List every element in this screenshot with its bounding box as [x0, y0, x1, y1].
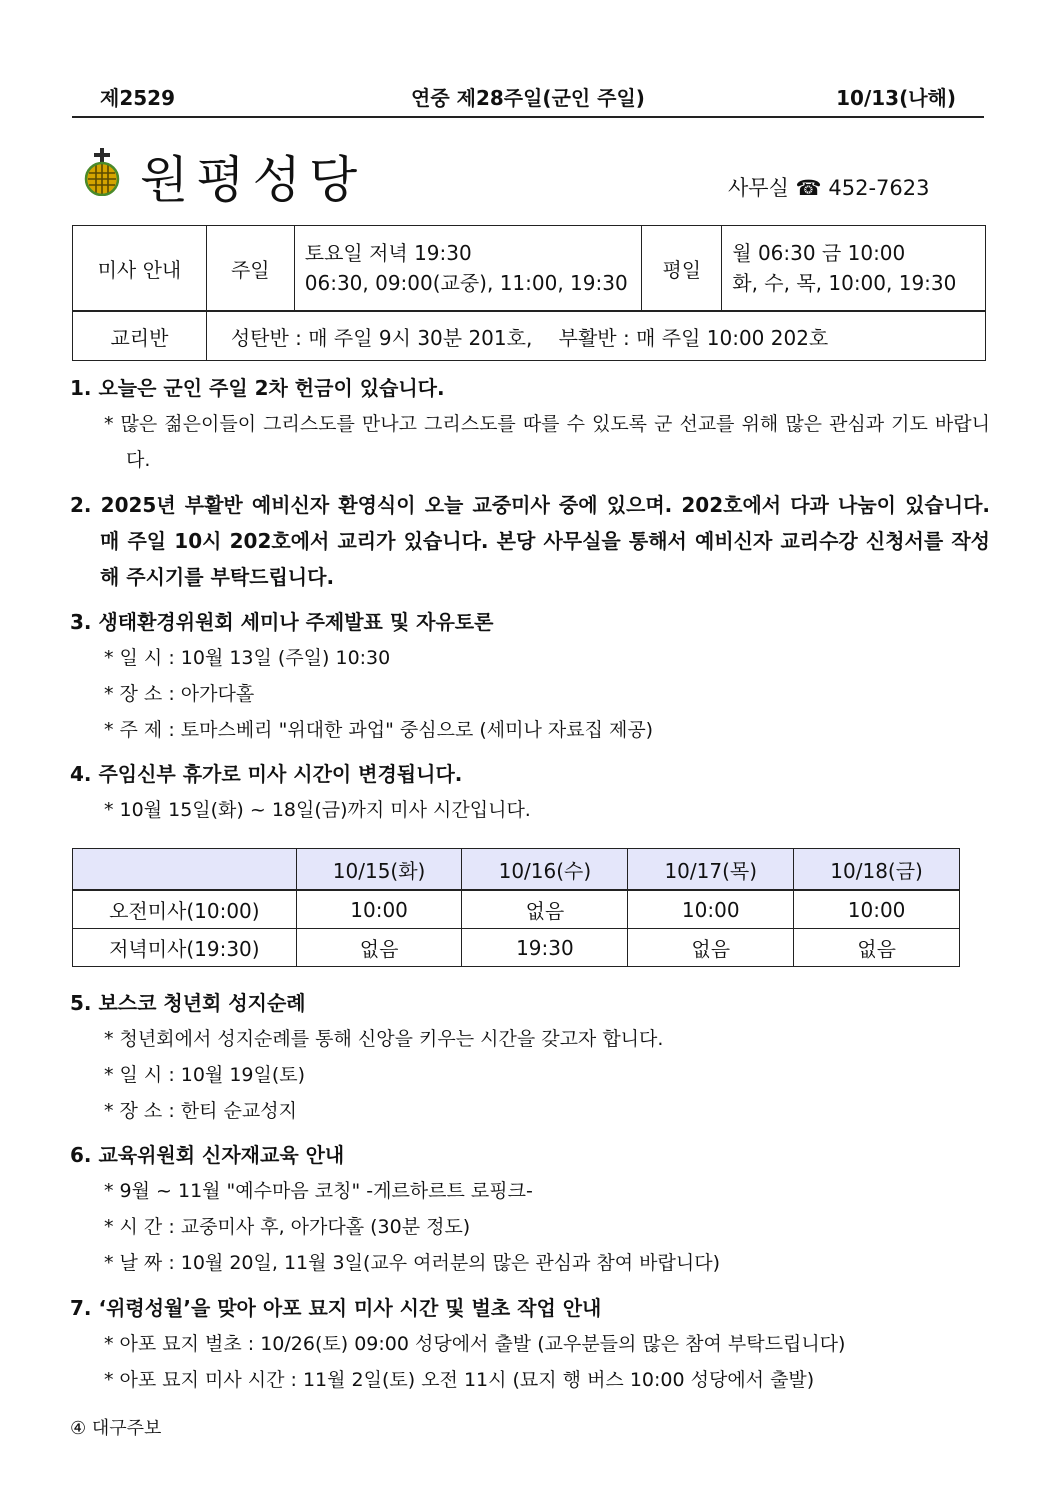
sunday-times — [294, 226, 642, 312]
table-cell: 없음 — [628, 929, 794, 967]
notice-3-line2: * 장 소 : 아가다홀 — [104, 683, 255, 705]
notice-7 — [70, 1290, 990, 1398]
mass-info-label: 미사 안내 — [73, 226, 207, 312]
table-cell: 10:00 — [794, 890, 960, 929]
notice-5 — [70, 985, 990, 1129]
weekday-times — [722, 226, 986, 312]
notice-5-title: 5. 보스코 청년회 성지순례 — [70, 991, 306, 1015]
page-footer: ④ 대구주보 — [70, 1418, 162, 1439]
notice-6-title: 6. 교육위원회 신자재교육 안내 — [70, 1143, 345, 1167]
notice-3-line1: * 일 시 : 10월 13일 (주일) 10:30 — [104, 647, 391, 669]
notice-3-title: 3. 생태환경위원회 세미나 주제발표 및 자유토론 — [70, 610, 494, 634]
church-name: 원평성당 — [140, 151, 366, 209]
table-cell: 없음 — [296, 929, 462, 967]
notice-6-line2: * 시 간 : 교중미사 후, 아가다홀 (30분 정도) — [104, 1216, 471, 1238]
notice-7-line2: * 아포 묘지 미사 시간 : 11월 2일(토) 오전 11시 (묘지 행 버스 10:00 성당에서 출발) — [104, 1369, 815, 1391]
sunday-times-line2: 06:30, 09:00(교중), 11:00, 19:30 — [304, 271, 628, 295]
page-header — [72, 78, 984, 118]
weekday-label: 평일 — [642, 226, 722, 312]
notice-1 — [70, 370, 990, 478]
notice-1-title: 1. 오늘은 군인 주일 2차 헌금이 있습니다. — [70, 376, 445, 400]
church-cross-icon — [82, 148, 122, 196]
class-label: 교리반 — [73, 311, 207, 361]
table-cell: 10:00 — [296, 890, 462, 929]
notice-5-line3: * 장 소 : 한티 순교성지 — [104, 1100, 297, 1122]
notice-7-title: 7. ‘위령성월’을 맞아 아포 묘지 미사 시간 및 벌초 작업 안내 — [70, 1296, 602, 1320]
sunday-label: 주일 — [206, 226, 294, 312]
table-cell: 19:30 — [462, 929, 628, 967]
weekday-times-line1: 월 06:30 금 10:00 — [732, 241, 906, 265]
col-header: 10/15(화) — [296, 849, 462, 891]
sunday-times-line1: 토요일 저녁 19:30 — [304, 241, 472, 265]
liturgical-sunday: 연중 제28주일(군인 주일) — [411, 86, 645, 110]
notice-4-line1: * 10월 15일(화) ~ 18일(금)까지 미사 시간입니다. — [104, 799, 531, 821]
mass-change-table — [72, 848, 960, 967]
class-schedule: 성탄반 : 매 주일 9시 30분 201호, 부활반 : 매 주일 10:00 202호 — [206, 311, 985, 361]
table-row — [73, 890, 960, 929]
notice-4-title: 4. 주임신부 휴가로 미사 시간이 변경됩니다. — [70, 762, 463, 786]
table-cell: 10:00 — [628, 890, 794, 929]
weekday-times-line2: 화, 수, 목, 10:00, 19:30 — [732, 271, 957, 295]
notice-7-line1: * 아포 묘지 벌초 : 10/26(토) 09:00 성당에서 출발 (교우분들의 많은 참여 부탁드립니다) — [104, 1333, 846, 1355]
row-label: 오전미사(10:00) — [73, 890, 297, 929]
corner-cell — [73, 849, 297, 891]
table-cell: 없음 — [462, 890, 628, 929]
notice-5-line2: * 일 시 : 10월 19일(토) — [104, 1064, 306, 1086]
notice-3-line3: * 주 제 : 토마스베리 "위대한 과업" 중심으로 (세미나 자료집 제공) — [104, 719, 654, 741]
office-phone: 사무실 ☎ 452-7623 — [728, 176, 930, 200]
notice-6-line3: * 날 짜 : 10월 20일, 11월 3일(교우 여러분의 많은 관심과 참여 바랍니다) — [104, 1252, 721, 1274]
notice-5-line1: * 청년회에서 성지순례를 통해 신앙을 키우는 시간을 갖고자 합니다. — [104, 1028, 664, 1050]
notice-2-body: 2. 2025년 부활반 예비신자 환영식이 오늘 교중미사 중에 있으며. 202호에서 다과 나눔이 있습니다. 매 주일 10시 202호에서 교리가 있습니다. 본당 사무실을 통해서 예비신자 교리수강 신청서를 작성해 주시기를 부탁드립니다. — [70, 493, 990, 589]
notice-4 — [70, 756, 990, 828]
notice-2 — [70, 487, 990, 595]
notice-6-line1: * 9월 ~ 11월 "예수마음 코칭" -게르하르트 로핑크- — [104, 1180, 533, 1202]
notice-1-body: * 많은 젊은이들이 그리스도를 만나고 그리스도를 따를 수 있도록 군 선교를 위해 많은 관심과 기도 바랍니다. — [104, 413, 990, 471]
row-label: 저녁미사(19:30) — [73, 929, 297, 967]
notice-6 — [70, 1137, 990, 1281]
notice-3 — [70, 604, 990, 748]
bulletin-date: 10/13(나해) — [836, 86, 956, 110]
col-header: 10/18(금) — [794, 849, 960, 891]
issue-number: 제2529 — [100, 86, 175, 110]
mass-info-table — [72, 225, 986, 361]
col-header: 10/16(수) — [462, 849, 628, 891]
table-cell: 없음 — [794, 929, 960, 967]
col-header: 10/17(목) — [628, 849, 794, 891]
table-row — [73, 929, 960, 967]
